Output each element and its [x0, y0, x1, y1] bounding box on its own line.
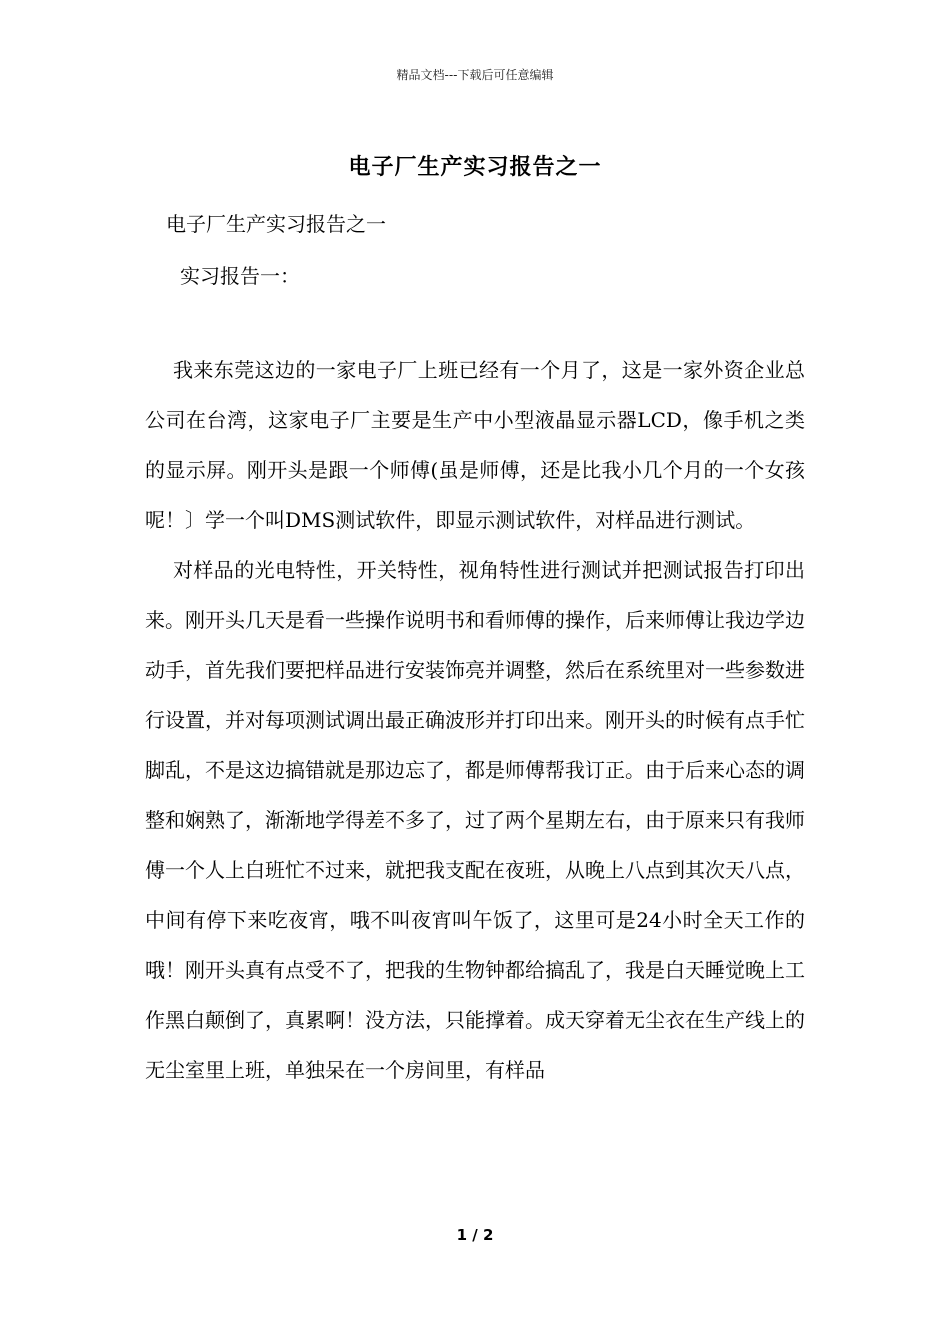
document-title: 电子厂生产实习报告之一 [348, 154, 602, 180]
section-label: 实习报告一： [180, 264, 300, 288]
paragraph-2: 对样品的光电特性，开关特性，视角特性进行测试并把测试报告打印出来。刚开头几天是看一些操作说明书和看师傅的操作，后来师傅让我边学边动手，首先我们要把样品进行安装饰亮并调整，然后在系统里对一些参数进行设置，并对每项测试调出最正确波形并打印出来。刚开头的时候有点手忙脚乱，不是这边搞错就是那边忘了，都是师傅帮我订正。由于后来心态的调整和娴熟了，渐渐地学得差不多了，过了两个星期左右，由于原来只有我师傅一个人上白班忙不过来，就把我支配在夜班，从晚上八点到其次天八点，中间有停下来吃夜宵，哦不叫夜宵叫午饭了，这里可是24小时全天工作的哦！刚开头真有点受不了，把我的生物钟都给搞乱了，我是白天睡觉晚上工作黑白颠倒了，真累啊！没方法，只能撑着。成天穿着无尘衣在生产线上的无尘室里上班，单独呆在一个房间里，有样品 [145, 558, 805, 1082]
body-text [145, 345, 805, 1095]
page-header: 精品文档---下载后可任意编辑 [396, 68, 554, 82]
paragraph-1: 我来东莞这边的一家电子厂上班已经有一个月了，这是一家外资企业总公司在台湾，这家电子厂主要是生产中小型液晶显示器LCD，像手机之类的显示屏。刚开头是跟一个师傅(虽是师傅，还是比我小几个月的一个女孩呢！〕学一个叫DMS测试软件，即显示测试软件，对样品进行测试。 [145, 358, 805, 532]
document-subtitle: 电子厂生产实习报告之一 [166, 212, 386, 236]
page-number: 1 / 2 [456, 1226, 494, 1244]
